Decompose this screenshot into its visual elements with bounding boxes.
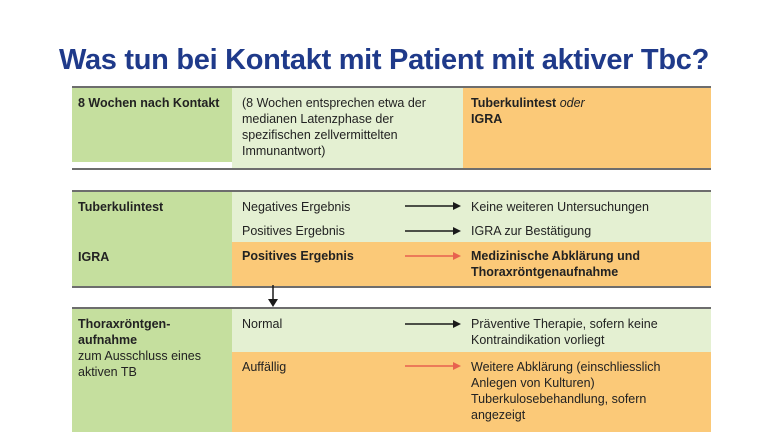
igra-label: IGRA bbox=[78, 250, 110, 264]
test-option-or: oder bbox=[559, 96, 585, 110]
arrow-down-icon bbox=[267, 285, 279, 307]
test-labels-cell bbox=[72, 192, 232, 286]
page-title: Was tun bei Kontakt mit Patient mit aktiver Tbc? bbox=[58, 44, 709, 76]
arrow-negative-icon bbox=[405, 201, 461, 211]
test-option-alt: IGRA bbox=[471, 112, 503, 126]
arrow-abnormal-icon bbox=[405, 361, 461, 371]
arrow-positive-icon bbox=[405, 226, 461, 236]
preventive-therapy-cell: Präventive Therapie, sofern keine Kontraindikation vorliegt bbox=[463, 309, 711, 352]
latency-note: (8 Wochen entsprechen etwa der medianen Latenzphase der spezifischen zellvermittelten Immunantwort) bbox=[232, 88, 463, 168]
further-clarification-cell: Weitere Abklärung (einschliesslich Anlegen von Kulturen) Tuberkulosebehandlung, sofern angezeigt bbox=[463, 352, 711, 432]
xray-label: Thoraxröntgen-aufnahme bbox=[78, 317, 171, 347]
igra-confirmation-cell: IGRA zur Bestätigung bbox=[463, 218, 711, 242]
contact-timing-block bbox=[72, 86, 711, 170]
abnormal-cell: Auffällig bbox=[232, 352, 463, 432]
negative-result-cell: Negatives Ergebnis bbox=[232, 192, 463, 218]
no-further-tests-cell: Keine weiteren Untersuchungen bbox=[463, 192, 711, 218]
igra-positive-cell: Positives Ergebnis bbox=[232, 242, 463, 286]
xray-purpose: zum Ausschluss eines aktiven TB bbox=[78, 349, 201, 379]
arrow-igra-positive-icon bbox=[405, 251, 461, 261]
test-results-block bbox=[72, 190, 711, 288]
timing-label: 8 Wochen nach Kontakt bbox=[72, 88, 232, 162]
xray-block bbox=[72, 307, 711, 432]
test-options bbox=[463, 88, 711, 168]
arrow-normal-icon bbox=[405, 319, 461, 329]
normal-cell: Normal bbox=[232, 309, 463, 352]
test-option-main: Tuberkulintest bbox=[471, 96, 557, 110]
medical-clarification-cell: Medizinische Abklärung und Thoraxröntgenaufnahme bbox=[463, 242, 711, 286]
positive-result-cell: Positives Ergebnis bbox=[232, 218, 463, 242]
xray-label-cell bbox=[72, 309, 232, 432]
tuberkulintest-label: Tuberkulintest bbox=[78, 200, 164, 214]
